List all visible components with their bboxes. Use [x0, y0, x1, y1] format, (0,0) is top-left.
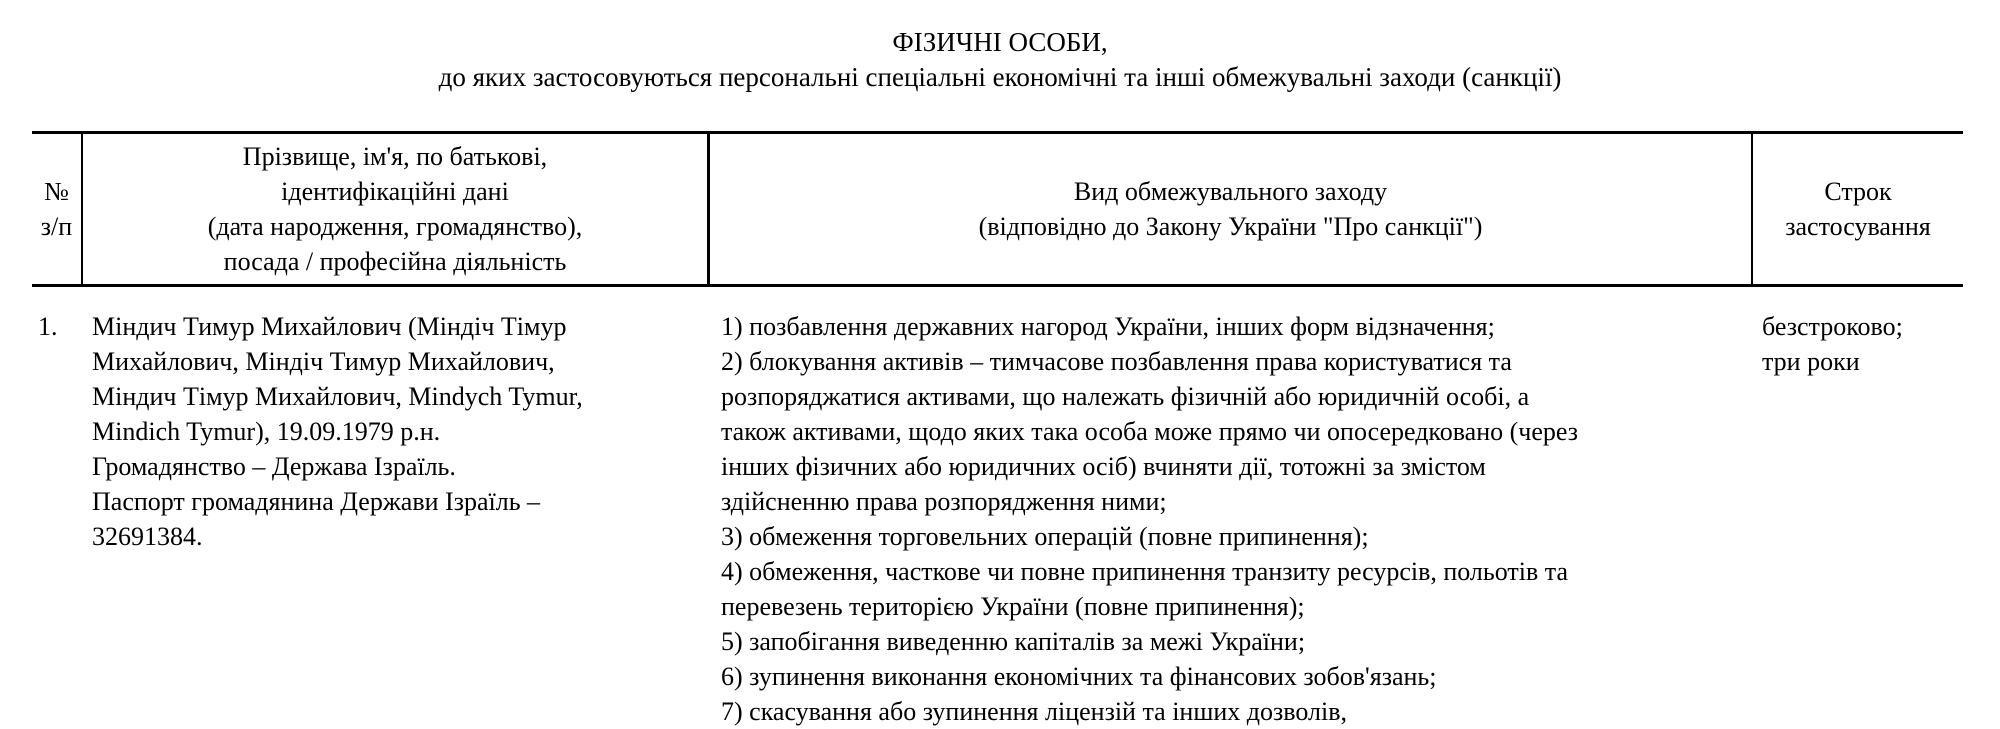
table-header: [32, 131, 1963, 287]
measure-line: 6) зупинення виконання економічних та фінансових зобов'язань;: [721, 662, 1437, 691]
header-line: Прізвище, ім'я, по батькові,: [242, 142, 548, 171]
header-line: Строк: [1824, 177, 1892, 206]
header-line: посада / професійна діяльність: [223, 247, 567, 276]
person-line: Mindich Tymur), 19.09.1979 р.н.: [92, 417, 441, 446]
document-title: ФІЗИЧНІ ОСОБИ,: [892, 27, 1108, 57]
person-line: Михайлович, Міндіч Тимур Михайлович,: [92, 347, 555, 376]
header-line: №: [44, 177, 69, 206]
header-number: [32, 134, 83, 284]
measure-line: інших фізичних або юридичних осіб) вчиняти дії, тотожні за змістом: [721, 452, 1486, 481]
measure-line: також активами, щодо яких така особа може прямо чи опосередковано (через: [721, 417, 1579, 446]
header-line: (дата народження, громадянство),: [207, 212, 583, 241]
person-line: Міндич Тимур Михайлович (Міндіч Тімур: [92, 312, 567, 341]
header-line: Вид обмежувального заходу: [1073, 177, 1388, 206]
person-line: Громадянство – Держава Ізраїль.: [92, 452, 456, 481]
measure-line: здійсненню права розпорядження ними;: [721, 487, 1167, 516]
header-line: застосування: [1785, 212, 1931, 241]
application-term: [1762, 309, 1962, 379]
person-line: 32691384.: [92, 522, 203, 551]
header-term: [1753, 134, 1963, 284]
measures-list: [721, 309, 1741, 729]
measure-line: розпоряджатися активами, що належать фізичній або юридичній особі, а: [721, 382, 1530, 411]
measure-line: 1) позбавлення державних нагород України, інших форм відзначення;: [721, 312, 1495, 341]
header-line: ідентифікаційні дані: [281, 177, 509, 206]
document-subtitle: до яких застосовуються персональні спеціальні економічні та інші обмежувальні заходи (санкції): [438, 62, 1562, 92]
measure-line: 2) блокування активів – тимчасове позбавлення права користуватися та: [721, 347, 1512, 376]
measure-line: 7) скасування або зупинення ліцензій та інших дозволів,: [721, 697, 1347, 726]
person-line: Міндич Тімур Михайлович, Mindych Tymur,: [92, 382, 583, 411]
person-line: Паспорт громадянина Держави Ізраїль –: [92, 487, 541, 516]
term-line: три роки: [1762, 347, 1860, 376]
header-line: з/п: [40, 212, 73, 241]
measure-line: перевезень територією України (повне припинення);: [721, 592, 1305, 621]
header-person: [83, 134, 710, 284]
term-line: безстроково;: [1762, 312, 1903, 341]
person-details: [92, 309, 692, 554]
row-number: 1.: [38, 312, 58, 341]
measure-line: 5) запобігання виведенню капіталів за межі України;: [721, 627, 1306, 656]
header-measure: [710, 134, 1753, 284]
header-line: (відповідно до Закону України "Про санкції"): [978, 212, 1483, 241]
measure-line: 4) обмеження, часткове чи повне припинення транзиту ресурсів, польотів та: [721, 557, 1569, 586]
measure-line: 3) обмеження торговельних операцій (повне припинення);: [721, 522, 1369, 551]
